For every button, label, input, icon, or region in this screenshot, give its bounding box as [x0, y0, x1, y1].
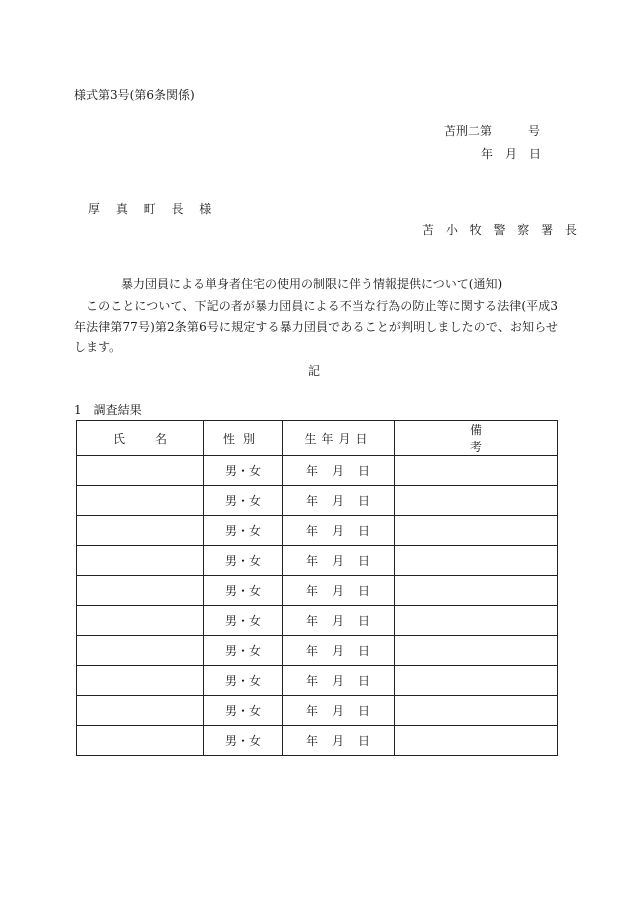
- survey-result-table: [76, 420, 558, 756]
- remarks-cell[interactable]: [395, 516, 558, 546]
- name-cell[interactable]: [77, 666, 204, 696]
- sex-cell: 男・女: [204, 486, 283, 516]
- table-row: [77, 636, 558, 666]
- remarks-cell[interactable]: [395, 546, 558, 576]
- header-sex: 性別: [204, 421, 283, 456]
- birthdate-cell: 年 月 日: [283, 696, 395, 726]
- table-row: [77, 606, 558, 636]
- birthdate-cell: 年 月 日: [283, 636, 395, 666]
- name-cell[interactable]: [77, 726, 204, 756]
- form-label: 様式第3号(第6条関係): [74, 88, 195, 102]
- name-cell[interactable]: [77, 606, 204, 636]
- remarks-cell[interactable]: [395, 726, 558, 756]
- remarks-cell[interactable]: [395, 636, 558, 666]
- remarks-cell[interactable]: [395, 576, 558, 606]
- section-heading: 1 調査結果: [74, 403, 142, 417]
- birthdate-cell: 年 月 日: [283, 546, 395, 576]
- name-cell[interactable]: [77, 486, 204, 516]
- header-remarks: 備考: [395, 421, 558, 456]
- header-birthdate: 生年月日: [283, 421, 395, 456]
- name-cell[interactable]: [77, 456, 204, 486]
- birthdate-cell: 年 月 日: [283, 456, 395, 486]
- reference-number: 苫刑二第 号: [444, 124, 541, 138]
- name-cell[interactable]: [77, 516, 204, 546]
- sender: 苫 小 牧 警 察 署 長: [422, 223, 581, 237]
- table-row: [77, 726, 558, 756]
- recipient: 厚 真 町 長 様: [88, 202, 218, 216]
- table-row: [77, 516, 558, 546]
- remarks-cell[interactable]: [395, 696, 558, 726]
- body-paragraph: このことについて、下記の者が暴力団員による不当な行為の防止等に関する法律(平成3年法律第77号)第2条第6号に規定する暴力団員であることが判明しましたので、お知らせします。: [74, 299, 558, 354]
- name-cell[interactable]: [77, 636, 204, 666]
- table-row: [77, 546, 558, 576]
- birthdate-cell: 年 月 日: [283, 516, 395, 546]
- name-cell[interactable]: [77, 696, 204, 726]
- birthdate-cell: 年 月 日: [283, 606, 395, 636]
- sex-cell: 男・女: [204, 606, 283, 636]
- sex-cell: 男・女: [204, 666, 283, 696]
- table-row: [77, 486, 558, 516]
- birthdate-cell: 年 月 日: [283, 726, 395, 756]
- name-cell[interactable]: [77, 576, 204, 606]
- issue-date: 年 月 日: [481, 147, 542, 161]
- table-row: [77, 576, 558, 606]
- sex-cell: 男・女: [204, 576, 283, 606]
- remarks-cell[interactable]: [395, 606, 558, 636]
- birthdate-cell: 年 月 日: [283, 666, 395, 696]
- name-cell[interactable]: [77, 546, 204, 576]
- table-body: [77, 456, 558, 756]
- table-row: [77, 456, 558, 486]
- sex-cell: 男・女: [204, 456, 283, 486]
- remarks-cell[interactable]: [395, 456, 558, 486]
- document-title: 暴力団員による単身者住宅の使用の制限に伴う情報提供について(通知): [121, 277, 503, 291]
- remarks-cell[interactable]: [395, 486, 558, 516]
- table-header-row: [77, 421, 558, 456]
- sex-cell: 男・女: [204, 546, 283, 576]
- header-name: 氏名: [77, 421, 204, 456]
- remarks-cell[interactable]: [395, 666, 558, 696]
- sex-cell: 男・女: [204, 696, 283, 726]
- sex-cell: 男・女: [204, 726, 283, 756]
- table-row: [77, 666, 558, 696]
- birthdate-cell: 年 月 日: [283, 486, 395, 516]
- ki-heading: 記: [308, 364, 321, 378]
- birthdate-cell: 年 月 日: [283, 576, 395, 606]
- table-row: [77, 696, 558, 726]
- sex-cell: 男・女: [204, 636, 283, 666]
- sex-cell: 男・女: [204, 516, 283, 546]
